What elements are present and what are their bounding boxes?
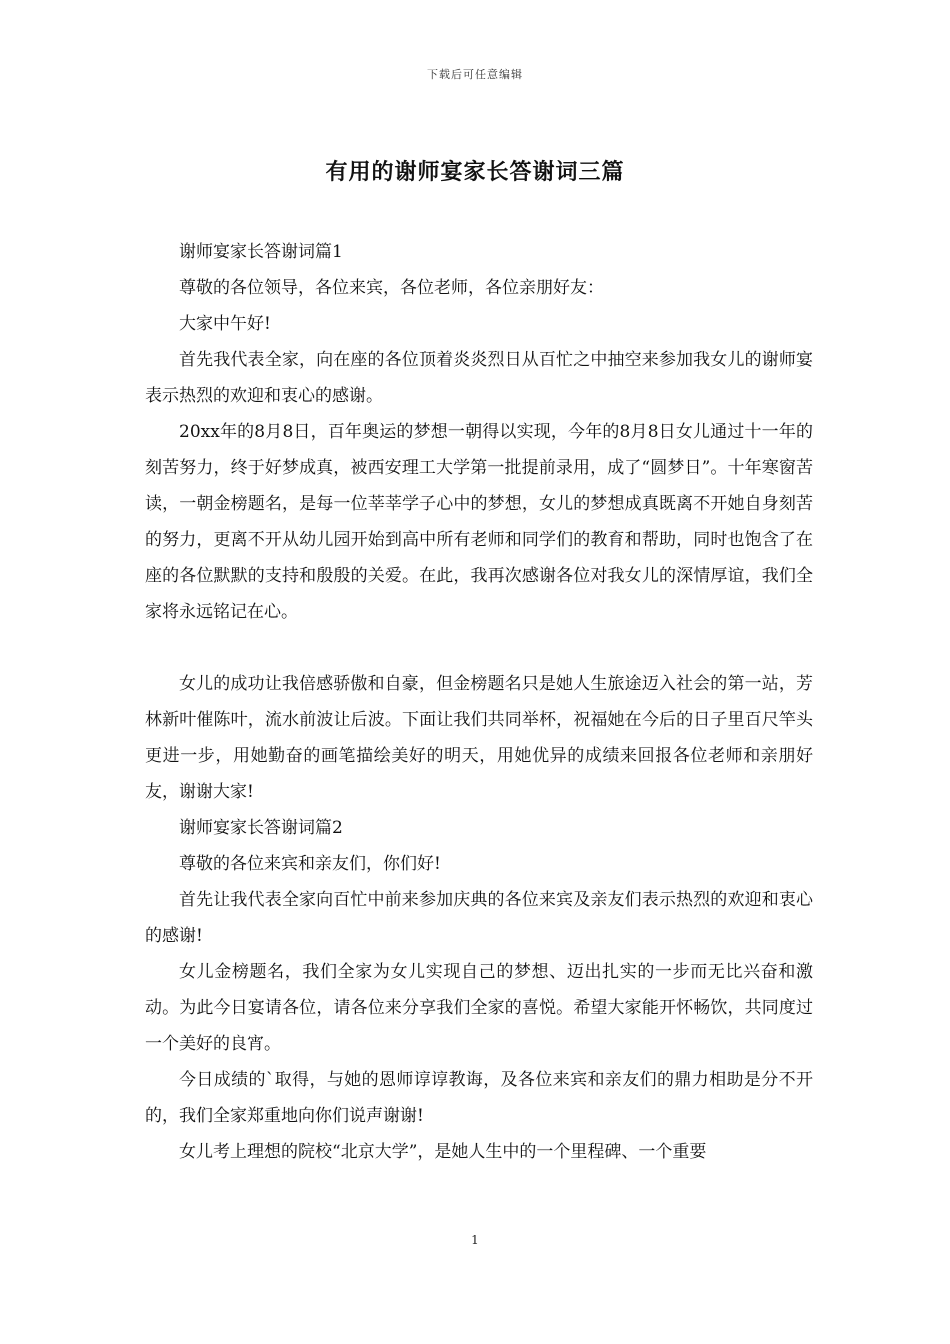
body-paragraph: 女儿的成功让我倍感骄傲和自豪，但金榜题名只是她人生旅途迈入社会的第一站，芳林新叶催陈叶，流水前波让后波。下面让我们共同举杯，祝福她在今后的日子里百尺竿头更进一步，用她勤奋的画笔描绘美好的明天，用她优异的成绩来回报各位老师和亲朋好友，谢谢大家! bbox=[145, 674, 813, 802]
page-number: 1 bbox=[471, 1233, 479, 1247]
document-body bbox=[145, 234, 813, 1170]
body-paragraph: 首先我代表全家，向在座的各位顶着炎炎烈日从百忙之中抽空来参加我女儿的谢师宴表示热烈的欢迎和衷心的感谢。 bbox=[145, 350, 813, 406]
section-heading-1: 谢师宴家长答谢词篇1 bbox=[179, 242, 343, 262]
body-paragraph: 女儿考上理想的院校“北京大学”，是她人生中的一个里程碑、一个重要 bbox=[179, 1142, 707, 1162]
salutation-paragraph: 尊敬的各位领导，各位来宾，各位老师，各位亲朋好友： bbox=[179, 278, 604, 298]
page-header-note: 下载后可任意编辑 bbox=[427, 68, 523, 81]
salutation-paragraph: 尊敬的各位来宾和亲友们，你们好! bbox=[179, 854, 441, 874]
body-paragraph: 今日成绩的`取得，与她的恩师谆谆教诲，及各位来宾和亲友们的鼎力相助是分不开的，我们全家郑重地向你们说声谢谢! bbox=[145, 1070, 813, 1126]
blank-line bbox=[145, 630, 813, 666]
document-title: 有用的谢师宴家长答谢词三篇 bbox=[325, 159, 625, 185]
greeting-paragraph: 大家中午好! bbox=[179, 314, 271, 334]
body-paragraph: 女儿金榜题名，我们全家为女儿实现自己的梦想、迈出扎实的一步而无比兴奋和激动。为此今日宴请各位，请各位来分享我们全家的喜悦。希望大家能开怀畅饮，共同度过一个美好的良宵。 bbox=[145, 962, 813, 1054]
section-heading-2: 谢师宴家长答谢词篇2 bbox=[179, 818, 343, 838]
body-paragraph: 20xx年的8月8日，百年奥运的梦想一朝得以实现，今年的8月8日女儿通过十一年的刻苦努力，终于好梦成真，被西安理工大学第一批提前录用，成了“圆梦日”。十年寒窗苦读，一朝金榜题名，是每一位莘莘学子心中的梦想，女儿的梦想成真既离不开她自身刻苦的努力，更离不开从幼儿园开始到高中所有老师和同学们的教育和帮助，同时也饱含了在座的各位默默的支持和殷殷的关爱。在此，我再次感谢各位对我女儿的深情厚谊，我们全家将永远铭记在心。 bbox=[145, 422, 813, 622]
body-paragraph: 首先让我代表全家向百忙中前来参加庆典的各位来宾及亲友们表示热烈的欢迎和衷心的感谢! bbox=[145, 890, 813, 946]
